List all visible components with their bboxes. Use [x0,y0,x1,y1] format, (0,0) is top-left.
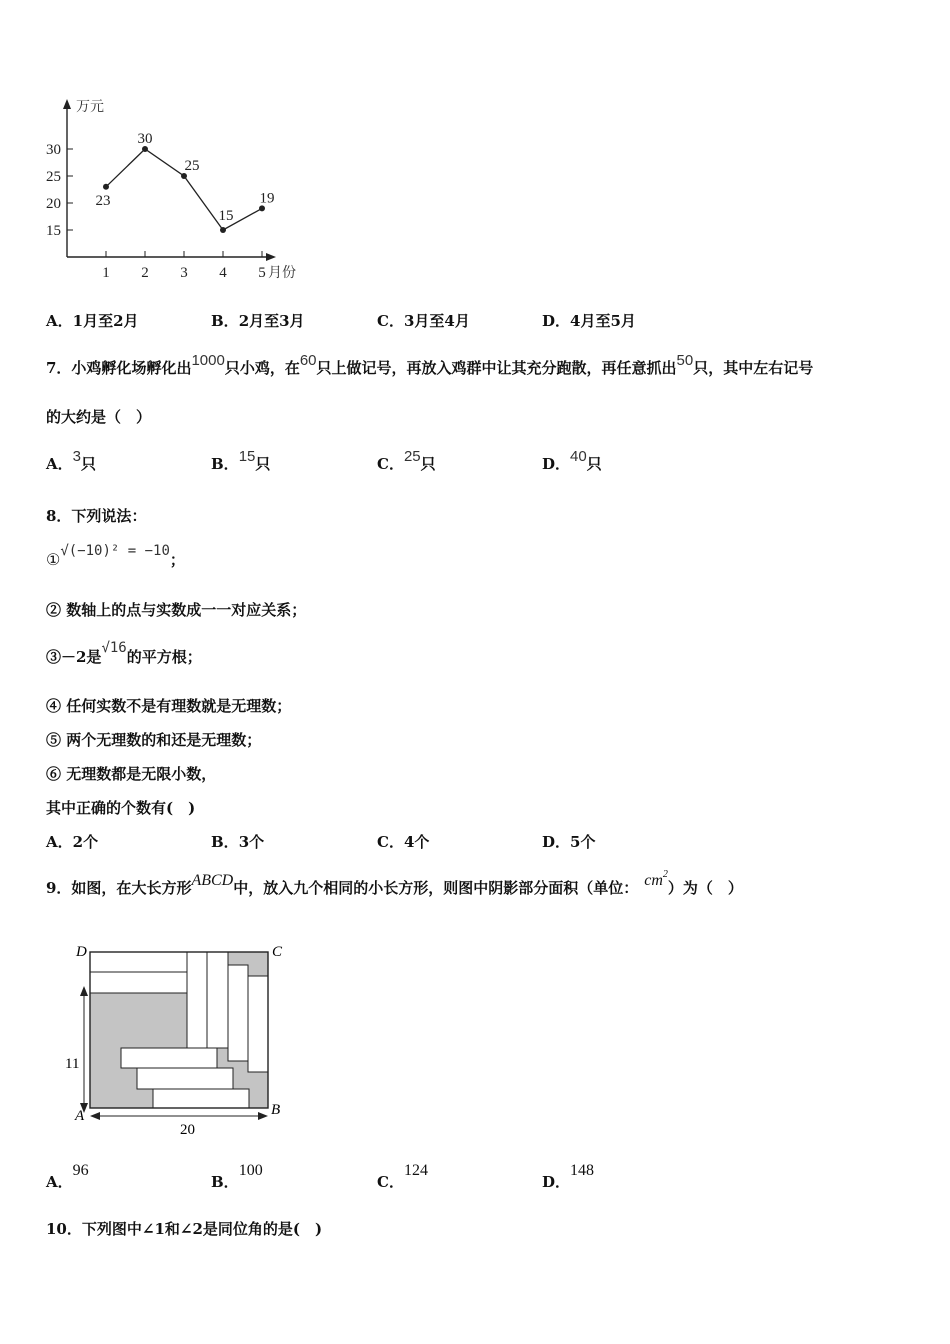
small-rectangle [121,1048,217,1068]
y-tick-label: 30 [46,142,61,158]
q8-option-a[interactable]: A．2个 [46,833,99,851]
vertex-label-b: B [271,1102,281,1118]
q7-option-a[interactable]: A．3只 [46,448,96,473]
shaded-region [121,1068,137,1108]
small-rectangle [137,1068,233,1089]
q9-option-d[interactable]: D．148 [542,1162,595,1191]
q7-option-d[interactable]: D．40只 [542,448,602,473]
q6-option-a[interactable] [46,310,139,331]
q6-option-c[interactable] [377,310,470,331]
small-rectangle [153,1089,249,1108]
x-axis-arrow [266,253,276,261]
q8-statement-1: ①√(−10)² = −10； [46,543,185,569]
q8-question: 其中正确的个数有( ) [46,799,196,817]
shaded-region [90,1048,121,1108]
x-axis-label: 月份 [268,266,296,281]
y-tick-label: 15 [46,223,61,239]
q7-option-b[interactable]: B．15只 [211,448,271,473]
option-letter: D． [542,312,571,330]
q8-option-d[interactable]: D．5个 [542,833,596,851]
arrow-head [90,1112,100,1120]
x-tick-label: 1 [102,265,110,281]
q8-option-c[interactable]: C．4个 [377,833,430,851]
small-rectangle [248,976,268,1072]
q7-stem-line2: 的大约是（ ） [46,408,152,426]
option-text: 2月至3月 [238,312,305,330]
data-label: 25 [184,158,200,174]
q9-option-c[interactable]: C．124 [377,1162,428,1191]
small-rectangle [228,965,248,1061]
y-axis-label: 万元 [76,100,104,115]
data-point [103,184,109,190]
y-tick-label: 25 [46,169,61,185]
small-rectangle [90,952,187,972]
q7-option-c[interactable]: C．25只 [377,448,436,473]
q8-statement-5: ⑤ 两个无理数的和还是无理数； [46,731,262,749]
data-point [220,227,226,233]
option-letter: A． [46,312,73,330]
option-text: 4月至5月 [570,312,636,330]
small-rectangle [187,952,207,1048]
q8-statement-4: ④ 任何实数不是有理数就是无理数； [46,697,292,715]
q9-option-a[interactable]: A．96 [46,1162,89,1191]
arrow-head [80,986,88,996]
shaded-region [90,993,187,1048]
x-tick-label: 2 [141,265,149,281]
q6-option-b[interactable] [211,310,305,331]
option-letter: C． [377,312,404,330]
x-tick-label: 3 [180,265,188,281]
width-label: 20 [180,1122,195,1138]
q10-stem: 10．下列图中∠1和∠2是同位角的是( ) [46,1220,323,1238]
q8-option-b[interactable]: B．3个 [211,833,265,851]
arrow-head [258,1112,268,1120]
line-chart [40,95,320,290]
vertex-label-c: C [272,944,283,960]
q9-option-b[interactable]: B．100 [211,1162,263,1191]
y-axis-arrow [63,99,71,109]
shaded-region [137,1089,153,1108]
vertex-label-d: D [76,944,87,960]
x-tick-label: 5 [258,265,266,281]
q8-stem: 8．下列说法： [46,507,147,525]
height-label: 11 [65,1056,80,1072]
option-letter: B． [211,312,239,330]
x-tick-label: 4 [219,265,227,281]
option-text: 3月至4月 [403,312,470,330]
q8-statement-2: ② 数轴上的点与实数成一一对应关系； [46,601,307,619]
q7-stem: 7．小鸡孵化场孵化出1000只小鸡，在60只上做记号，再放入鸡群中让其充分跑散，再任意抓出50只，其中左右记号 [46,352,814,377]
small-rectangle [207,952,228,1048]
data-label: 30 [137,131,153,147]
data-label: 23 [95,192,111,209]
q8-statement-6: ⑥ 无理数都是无限小数， [46,765,217,783]
q9-stem: 9．如图，在大长方形ABCD中，放入九个相同的小长方形，则图中阴影部分面积（单位： $cm^2$）为（ ） [46,869,743,897]
y-tick-label: 20 [46,196,61,212]
option-text: 1月至2月 [72,312,139,330]
small-rectangle [90,972,187,993]
data-label: 15 [218,208,234,224]
q8-statement-3: ③－2是√16的平方根； [46,640,202,666]
vertex-label-a: A [75,1108,85,1124]
q6-option-d[interactable] [542,310,636,331]
data-label: 19 [259,190,275,207]
rectangle-figure [60,938,300,1138]
